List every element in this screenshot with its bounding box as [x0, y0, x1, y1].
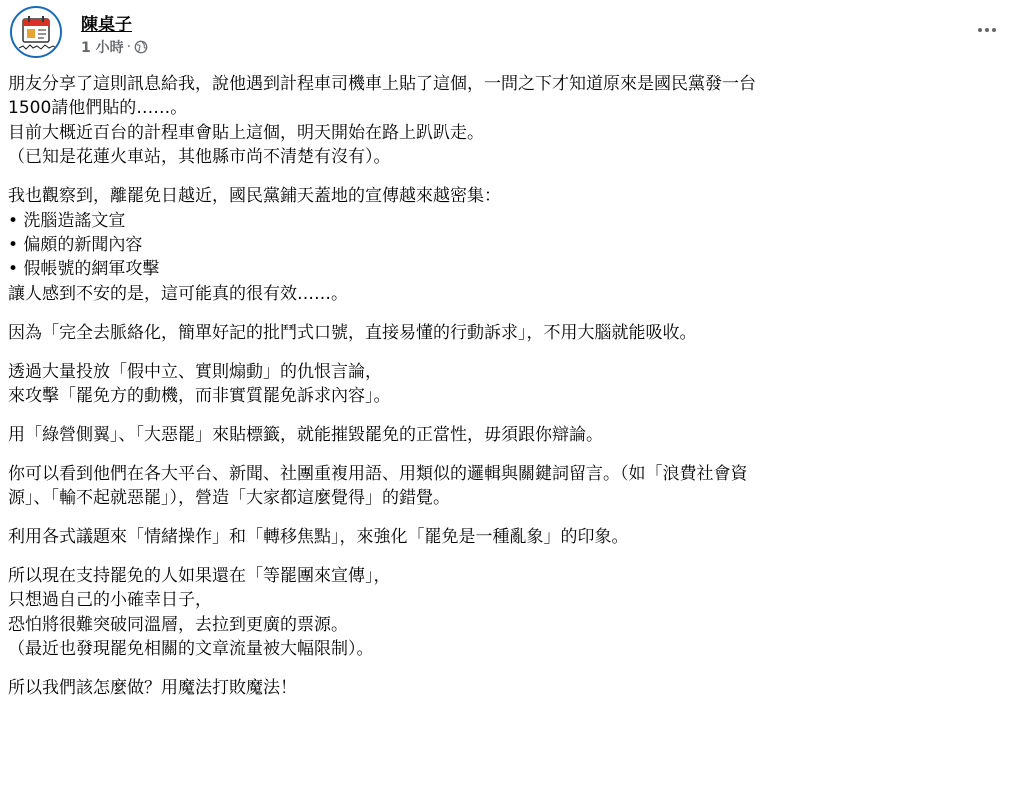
more-dot — [992, 28, 996, 32]
avatar-calendar-icon — [22, 16, 50, 44]
post-paragraph — [8, 360, 1000, 409]
author-name[interactable]: 陳桌子 — [81, 15, 132, 35]
post-paragraph — [8, 184, 1000, 306]
post-text-line: （最近也發現罷免相關的文章流量被大幅限制）。 — [8, 639, 374, 660]
post-paragraph — [8, 564, 1000, 662]
post-text-line: • 洗腦造謠文宣 — [8, 210, 126, 231]
post-header — [10, 6, 1002, 60]
post-paragraph — [8, 462, 1000, 511]
more-dot — [985, 28, 989, 32]
post-text-line: 讓人感到不安的是，這可能真的很有效……。 — [8, 283, 348, 304]
more-dot — [978, 28, 982, 32]
more-options-button[interactable] — [972, 18, 1002, 42]
post-paragraph — [8, 72, 1000, 170]
post-text-line: 1500請他們貼的……。 — [8, 98, 188, 119]
post-text-line: （已知是花蓮火車站，其他縣市尚不清楚有沒有）。 — [8, 147, 391, 168]
post-text-line: 所以我們該怎麼做？用魔法打敗魔法！ — [8, 678, 297, 699]
post-text-line: 我也觀察到，離罷免日越近，國民黨鋪天蓋地的宣傳越來越密集： — [8, 186, 501, 207]
post-text-line: 目前大概近百台的計程車會貼上這個，明天開始在路上趴趴走。 — [8, 122, 484, 143]
post-text-line: 恐怕將很難突破同溫層，去拉到更廣的票源。 — [8, 614, 348, 635]
post-text-line: 用「綠營側翼」、「大惡罷」來貼標籤，就能摧毀罷免的正當性，毋須跟你辯論。 — [8, 424, 603, 445]
post-paragraph — [8, 423, 1000, 447]
post-text-line: 只想過自己的小確幸日子， — [8, 590, 212, 611]
post-text-line: 來攻擊「罷免方的動機，而非實質罷免訴求內容」。 — [8, 385, 391, 406]
post-text-line: 朋友分享了這則訊息給我，說他遇到計程車司機車上貼了這個，一問之下才知道原來是國民黨發一台 — [8, 74, 756, 94]
post-text-line: 源」、「輸不起就惡罷」），營造「大家都這麼覺得」的錯覺。 — [8, 488, 450, 509]
post-paragraph — [8, 321, 1000, 345]
post-meta — [81, 37, 148, 57]
globe-icon[interactable] — [134, 40, 148, 54]
avatar[interactable] — [10, 6, 62, 58]
post-paragraph — [8, 525, 1000, 549]
post-text-line: 所以現在支持罷免的人如果還在「等罷團來宣傳」， — [8, 566, 391, 586]
post-text-line: • 假帳號的網軍攻擊 — [8, 259, 160, 280]
post-text-line: 你可以看到他們在各大平台、新聞、社團重複用語、用類似的邏輯與關鍵詞留言。（如「浪費社會資 — [8, 463, 748, 484]
post-text-line: 利用各式議題來「情緒操作」和「轉移焦點」，來強化「罷免是一種亂象」的印象。 — [8, 527, 629, 548]
post-text — [8, 72, 1000, 715]
post-paragraph — [8, 676, 1000, 700]
avatar-scribble — [18, 43, 58, 51]
post-text-line: 透過大量投放「假中立、實則煽動」的仇恨言論， — [8, 361, 382, 382]
post-time[interactable]: 1 小時 — [81, 40, 124, 56]
post-text-line: 因為「完全去脈絡化，簡單好記的批鬥式口號，直接易懂的行動訴求」，不用大腦就能吸收。 — [8, 322, 697, 343]
post-text-line: • 偏頗的新聞內容 — [8, 234, 143, 255]
meta-separator: · — [126, 39, 132, 55]
